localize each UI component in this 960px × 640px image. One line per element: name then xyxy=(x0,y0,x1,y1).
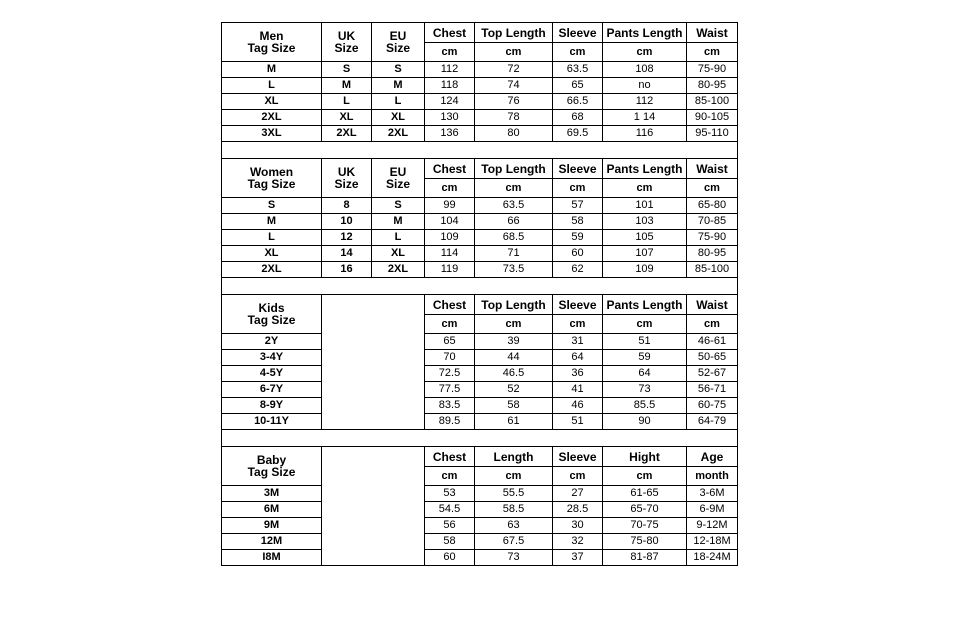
women-value-cell: 57 xyxy=(553,198,603,214)
men-value-cell: 72 xyxy=(475,62,553,78)
women-eu-size-cell: XL xyxy=(372,246,425,262)
women-eu-size-cell: M xyxy=(372,214,425,230)
kids-value-cell: 64-79 xyxy=(687,414,738,430)
kids-table-row xyxy=(222,414,738,430)
baby-value-cell: 53 xyxy=(425,486,475,502)
men-uk-size-cell: XL xyxy=(322,110,372,126)
baby-value-cell: 30 xyxy=(553,518,603,534)
section-gap-cell xyxy=(222,142,738,159)
baby-unit-cell: cm xyxy=(475,467,553,486)
women-table-row xyxy=(222,230,738,246)
men-eu-size-cell: XL xyxy=(372,110,425,126)
women-value-cell: 114 xyxy=(425,246,475,262)
kids-value-cell: 77.5 xyxy=(425,382,475,398)
baby-value-cell: 63 xyxy=(475,518,553,534)
men-value-cell: 1 14 xyxy=(603,110,687,126)
women-uk-size-cell: 16 xyxy=(322,262,372,278)
men-uk-size-cell: M xyxy=(322,78,372,94)
kids-value-cell: 51 xyxy=(603,334,687,350)
women-value-cell: 58 xyxy=(553,214,603,230)
men-value-cell: no xyxy=(603,78,687,94)
men-tag-size-cell: L xyxy=(222,78,322,94)
women-value-cell: 105 xyxy=(603,230,687,246)
kids-table-row xyxy=(222,350,738,366)
baby-unit-cell: cm xyxy=(553,467,603,486)
men-uk-size-header-line1: UK xyxy=(337,29,356,43)
men-uk-size-cell: S xyxy=(322,62,372,78)
women-value-cell: 85-100 xyxy=(687,262,738,278)
baby-tag-size-cell: I8M xyxy=(222,550,322,566)
men-unit-cell: cm xyxy=(475,43,553,62)
women-column-header: Top Length xyxy=(475,159,553,179)
kids-value-cell: 89.5 xyxy=(425,414,475,430)
section-gap-cell xyxy=(222,430,738,447)
men-header-row xyxy=(222,23,738,43)
baby-value-cell: 6-9M xyxy=(687,502,738,518)
men-value-cell: 136 xyxy=(425,126,475,142)
women-value-cell: 73.5 xyxy=(475,262,553,278)
kids-unit-cell: cm xyxy=(425,315,475,334)
baby-column-header: Sleeve xyxy=(553,447,603,467)
baby-unit-cell: cm xyxy=(425,467,475,486)
kids-unit-cell: cm xyxy=(603,315,687,334)
women-column-header: Pants Length xyxy=(603,159,687,179)
kids-value-cell: 41 xyxy=(553,382,603,398)
baby-value-cell: 75-80 xyxy=(603,534,687,550)
women-unit-cell: cm xyxy=(603,179,687,198)
baby-column-header: Hight xyxy=(603,447,687,467)
women-uk-size-header xyxy=(322,159,372,198)
women-value-cell: 71 xyxy=(475,246,553,262)
kids-value-cell: 52-67 xyxy=(687,366,738,382)
baby-value-cell: 54.5 xyxy=(425,502,475,518)
women-column-header: Chest xyxy=(425,159,475,179)
men-eu-size-cell: M xyxy=(372,78,425,94)
men-tag-size-cell: 3XL xyxy=(222,126,322,142)
baby-value-cell: 58.5 xyxy=(475,502,553,518)
men-tag-size-header-line2: Tag Size xyxy=(247,41,296,55)
men-tag-size-cell: XL xyxy=(222,94,322,110)
women-uk-size-cell: 12 xyxy=(322,230,372,246)
section-gap xyxy=(222,142,738,159)
kids-table-row xyxy=(222,366,738,382)
men-value-cell: 116 xyxy=(603,126,687,142)
kids-column-header: Pants Length xyxy=(603,295,687,315)
women-eu-size-header-line2: Size xyxy=(385,177,410,191)
kids-tag-size-header-line1: Kids xyxy=(258,301,285,315)
women-tag-size-cell: S xyxy=(222,198,322,214)
baby-value-cell: 18-24M xyxy=(687,550,738,566)
women-tag-size-cell: L xyxy=(222,230,322,246)
kids-value-cell: 59 xyxy=(603,350,687,366)
men-tag-size-header xyxy=(222,23,322,62)
women-tag-size-cell: XL xyxy=(222,246,322,262)
women-value-cell: 60 xyxy=(553,246,603,262)
men-value-cell: 90-105 xyxy=(687,110,738,126)
baby-table-row xyxy=(222,550,738,566)
men-column-header: Waist xyxy=(687,23,738,43)
women-table-row xyxy=(222,246,738,262)
kids-value-cell: 51 xyxy=(553,414,603,430)
men-eu-size-cell: L xyxy=(372,94,425,110)
women-table-row xyxy=(222,198,738,214)
women-tag-size-cell: M xyxy=(222,214,322,230)
kids-tag-size-cell: 4-5Y xyxy=(222,366,322,382)
kids-value-cell: 46.5 xyxy=(475,366,553,382)
baby-tag-size-cell: 9M xyxy=(222,518,322,534)
kids-tag-size-header-line2: Tag Size xyxy=(247,313,296,327)
kids-column-header: Top Length xyxy=(475,295,553,315)
women-value-cell: 119 xyxy=(425,262,475,278)
men-unit-cell: cm xyxy=(687,43,738,62)
men-unit-cell: cm xyxy=(603,43,687,62)
men-value-cell: 69.5 xyxy=(553,126,603,142)
baby-column-header: Age xyxy=(687,447,738,467)
kids-table-row xyxy=(222,398,738,414)
men-eu-size-cell: 2XL xyxy=(372,126,425,142)
kids-value-cell: 72.5 xyxy=(425,366,475,382)
women-value-cell: 59 xyxy=(553,230,603,246)
women-unit-cell: cm xyxy=(687,179,738,198)
kids-unit-cell: cm xyxy=(475,315,553,334)
kids-blank-block xyxy=(322,295,425,430)
women-uk-size-header-line1: UK xyxy=(337,165,356,179)
women-eu-size-cell: S xyxy=(372,198,425,214)
men-eu-size-header-line2: Size xyxy=(385,41,410,55)
baby-value-cell: 55.5 xyxy=(475,486,553,502)
men-eu-size-header-line1: EU xyxy=(389,29,407,43)
women-unit-cell: cm xyxy=(475,179,553,198)
kids-value-cell: 52 xyxy=(475,382,553,398)
men-value-cell: 118 xyxy=(425,78,475,94)
kids-unit-cell: cm xyxy=(553,315,603,334)
baby-tag-size-header xyxy=(222,447,322,486)
men-value-cell: 85-100 xyxy=(687,94,738,110)
baby-value-cell: 81-87 xyxy=(603,550,687,566)
men-value-cell: 108 xyxy=(603,62,687,78)
men-column-header: Top Length xyxy=(475,23,553,43)
women-value-cell: 104 xyxy=(425,214,475,230)
women-value-cell: 101 xyxy=(603,198,687,214)
kids-value-cell: 36 xyxy=(553,366,603,382)
baby-value-cell: 56 xyxy=(425,518,475,534)
baby-value-cell: 61-65 xyxy=(603,486,687,502)
kids-value-cell: 58 xyxy=(475,398,553,414)
baby-value-cell: 12-18M xyxy=(687,534,738,550)
kids-column-header: Chest xyxy=(425,295,475,315)
kids-value-cell: 90 xyxy=(603,414,687,430)
baby-tag-size-header-line2: Tag Size xyxy=(247,465,296,479)
women-unit-cell: cm xyxy=(553,179,603,198)
women-column-header: Sleeve xyxy=(553,159,603,179)
baby-tag-size-cell: 6M xyxy=(222,502,322,518)
women-eu-size-cell: L xyxy=(372,230,425,246)
women-table-row xyxy=(222,262,738,278)
kids-value-cell: 73 xyxy=(603,382,687,398)
kids-value-cell: 64 xyxy=(603,366,687,382)
women-value-cell: 80-95 xyxy=(687,246,738,262)
men-value-cell: 74 xyxy=(475,78,553,94)
baby-header-row xyxy=(222,447,738,467)
baby-value-cell: 65-70 xyxy=(603,502,687,518)
men-column-header: Chest xyxy=(425,23,475,43)
women-column-header: Waist xyxy=(687,159,738,179)
women-uk-size-cell: 14 xyxy=(322,246,372,262)
kids-value-cell: 31 xyxy=(553,334,603,350)
baby-value-cell: 70-75 xyxy=(603,518,687,534)
baby-unit-cell: cm xyxy=(603,467,687,486)
men-value-cell: 76 xyxy=(475,94,553,110)
women-value-cell: 65-80 xyxy=(687,198,738,214)
women-tag-size-header-line1: Women xyxy=(249,165,294,179)
men-value-cell: 75-90 xyxy=(687,62,738,78)
women-value-cell: 66 xyxy=(475,214,553,230)
kids-value-cell: 46-61 xyxy=(687,334,738,350)
baby-tag-size-cell: 12M xyxy=(222,534,322,550)
baby-column-header: Length xyxy=(475,447,553,467)
women-value-cell: 103 xyxy=(603,214,687,230)
women-value-cell: 99 xyxy=(425,198,475,214)
baby-table-row xyxy=(222,502,738,518)
men-uk-size-cell: L xyxy=(322,94,372,110)
women-eu-size-cell: 2XL xyxy=(372,262,425,278)
women-uk-size-header-line2: Size xyxy=(334,177,359,191)
baby-value-cell: 37 xyxy=(553,550,603,566)
men-value-cell: 65 xyxy=(553,78,603,94)
kids-header-row xyxy=(222,295,738,315)
men-value-cell: 95-110 xyxy=(687,126,738,142)
kids-table-row xyxy=(222,382,738,398)
baby-value-cell: 3-6M xyxy=(687,486,738,502)
baby-value-cell: 60 xyxy=(425,550,475,566)
kids-value-cell: 70 xyxy=(425,350,475,366)
men-value-cell: 66.5 xyxy=(553,94,603,110)
men-table-row xyxy=(222,78,738,94)
men-value-cell: 130 xyxy=(425,110,475,126)
men-value-cell: 80 xyxy=(475,126,553,142)
baby-value-cell: 9-12M xyxy=(687,518,738,534)
section-gap xyxy=(222,278,738,295)
men-eu-size-cell: S xyxy=(372,62,425,78)
men-table-row xyxy=(222,110,738,126)
kids-value-cell: 65 xyxy=(425,334,475,350)
women-value-cell: 63.5 xyxy=(475,198,553,214)
women-table-row xyxy=(222,214,738,230)
baby-value-cell: 32 xyxy=(553,534,603,550)
kids-value-cell: 56-71 xyxy=(687,382,738,398)
women-eu-size-header xyxy=(372,159,425,198)
baby-table-row xyxy=(222,534,738,550)
men-column-header: Pants Length xyxy=(603,23,687,43)
women-value-cell: 107 xyxy=(603,246,687,262)
men-table-row xyxy=(222,126,738,142)
kids-tag-size-cell: 6-7Y xyxy=(222,382,322,398)
men-column-header: Sleeve xyxy=(553,23,603,43)
women-unit-cell: cm xyxy=(425,179,475,198)
kids-value-cell: 83.5 xyxy=(425,398,475,414)
baby-table-row xyxy=(222,518,738,534)
kids-value-cell: 39 xyxy=(475,334,553,350)
men-tag-size-header-line1: Men xyxy=(259,29,284,43)
men-uk-size-header-line2: Size xyxy=(334,41,359,55)
kids-tag-size-cell: 2Y xyxy=(222,334,322,350)
men-value-cell: 124 xyxy=(425,94,475,110)
kids-tag-size-cell: 3-4Y xyxy=(222,350,322,366)
kids-column-header: Waist xyxy=(687,295,738,315)
kids-value-cell: 46 xyxy=(553,398,603,414)
women-value-cell: 68.5 xyxy=(475,230,553,246)
women-uk-size-cell: 8 xyxy=(322,198,372,214)
kids-tag-size-cell: 10-11Y xyxy=(222,414,322,430)
men-table-row xyxy=(222,94,738,110)
kids-value-cell: 85.5 xyxy=(603,398,687,414)
men-uk-size-header xyxy=(322,23,372,62)
kids-table-row xyxy=(222,334,738,350)
men-tag-size-cell: 2XL xyxy=(222,110,322,126)
kids-value-cell: 64 xyxy=(553,350,603,366)
baby-value-cell: 27 xyxy=(553,486,603,502)
baby-blank-block xyxy=(322,447,425,566)
men-tag-size-cell: M xyxy=(222,62,322,78)
men-eu-size-header xyxy=(372,23,425,62)
men-unit-cell: cm xyxy=(425,43,475,62)
baby-column-header: Chest xyxy=(425,447,475,467)
baby-value-cell: 28.5 xyxy=(553,502,603,518)
women-tag-size-header-line2: Tag Size xyxy=(247,177,296,191)
kids-tag-size-header xyxy=(222,295,322,334)
baby-tag-size-header-line1: Baby xyxy=(256,453,287,467)
kids-value-cell: 50-65 xyxy=(687,350,738,366)
men-value-cell: 80-95 xyxy=(687,78,738,94)
baby-tag-size-cell: 3M xyxy=(222,486,322,502)
kids-unit-cell: cm xyxy=(687,315,738,334)
women-value-cell: 62 xyxy=(553,262,603,278)
men-unit-cell: cm xyxy=(553,43,603,62)
baby-table-row xyxy=(222,486,738,502)
size-chart xyxy=(221,22,737,566)
women-value-cell: 70-85 xyxy=(687,214,738,230)
kids-value-cell: 44 xyxy=(475,350,553,366)
men-value-cell: 112 xyxy=(603,94,687,110)
women-header-row xyxy=(222,159,738,179)
kids-value-cell: 60-75 xyxy=(687,398,738,414)
men-value-cell: 112 xyxy=(425,62,475,78)
women-uk-size-cell: 10 xyxy=(322,214,372,230)
baby-value-cell: 58 xyxy=(425,534,475,550)
baby-value-cell: 67.5 xyxy=(475,534,553,550)
men-table-row xyxy=(222,62,738,78)
women-value-cell: 109 xyxy=(425,230,475,246)
women-value-cell: 109 xyxy=(603,262,687,278)
men-uk-size-cell: 2XL xyxy=(322,126,372,142)
women-tag-size-header xyxy=(222,159,322,198)
section-gap xyxy=(222,430,738,447)
women-tag-size-cell: 2XL xyxy=(222,262,322,278)
baby-value-cell: 73 xyxy=(475,550,553,566)
kids-value-cell: 61 xyxy=(475,414,553,430)
section-gap-cell xyxy=(222,278,738,295)
kids-column-header: Sleeve xyxy=(553,295,603,315)
baby-unit-cell: month xyxy=(687,467,738,486)
men-value-cell: 63.5 xyxy=(553,62,603,78)
women-eu-size-header-line1: EU xyxy=(389,165,407,179)
men-value-cell: 78 xyxy=(475,110,553,126)
size-chart-table xyxy=(221,22,738,566)
women-value-cell: 75-90 xyxy=(687,230,738,246)
kids-tag-size-cell: 8-9Y xyxy=(222,398,322,414)
men-value-cell: 68 xyxy=(553,110,603,126)
